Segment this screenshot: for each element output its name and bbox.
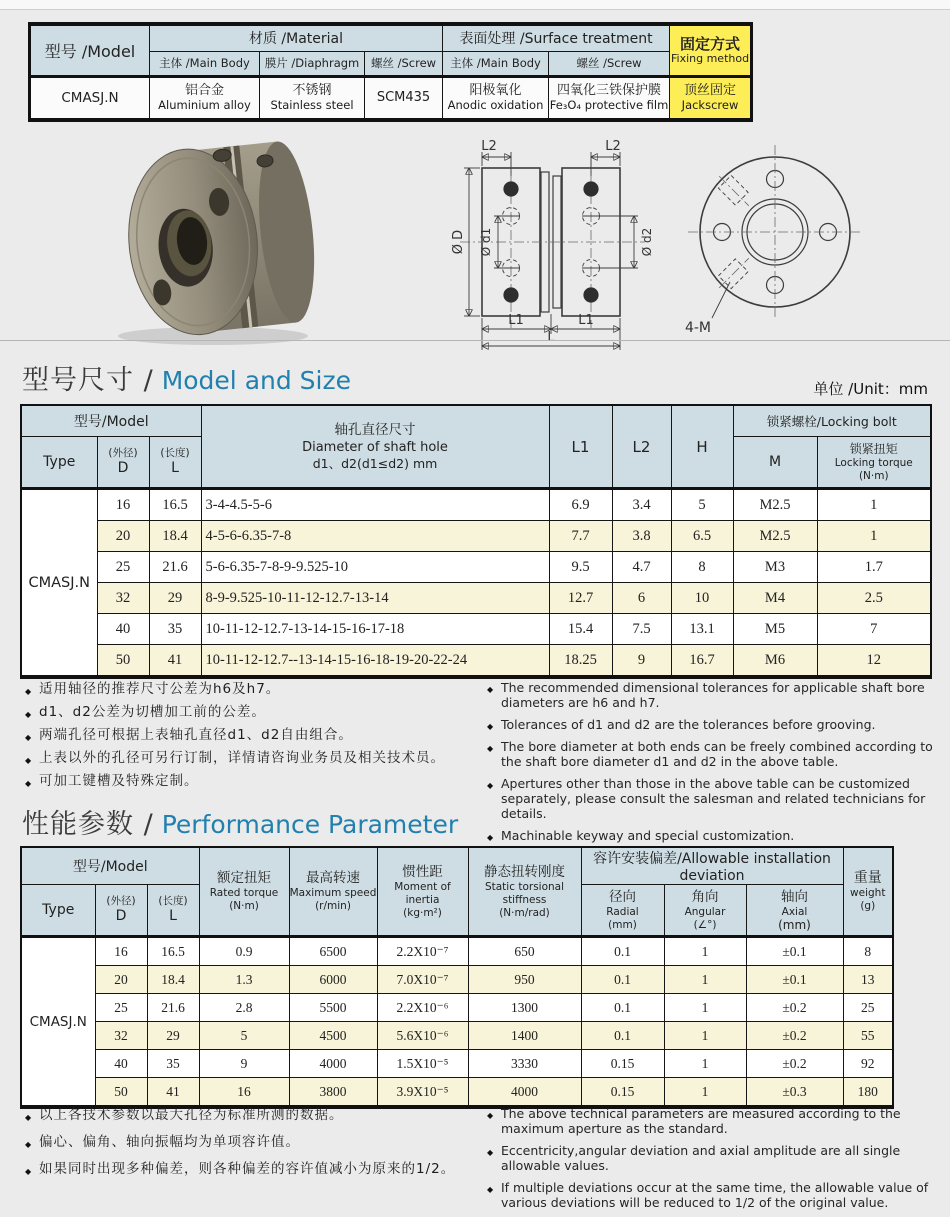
perf-row-40	[21, 1050, 893, 1078]
size-header-l1: L1	[549, 405, 612, 489]
perf-inertia: 3.9X10⁻⁵	[377, 1078, 468, 1108]
d-header: D	[115, 908, 127, 924]
front-view-drawing	[660, 140, 872, 340]
spec-surface-screw-cell	[549, 76, 670, 120]
perf-inertia: 2.2X10⁻⁶	[377, 994, 468, 1022]
perf-header-model: 型号/Model	[21, 847, 199, 885]
size-l: 16.5	[149, 489, 201, 521]
perf-d: 40	[95, 1050, 147, 1078]
perf-weight: 13	[843, 966, 893, 994]
perf-speed: 5500	[289, 994, 377, 1022]
size-l1: 9.5	[549, 552, 612, 583]
perf-torque: 9	[199, 1050, 289, 1078]
perf-d: 50	[95, 1078, 147, 1108]
size-h: 10	[671, 583, 733, 614]
fixing-en: Jackscrew	[681, 98, 739, 112]
perf-header-angular	[664, 885, 746, 937]
perf-radial: 0.1	[581, 1022, 664, 1050]
size-l: 21.6	[149, 552, 201, 583]
shaft-header-cn: 轴孔直径尺寸	[334, 421, 416, 438]
torque-header-en: Locking torque	[834, 456, 913, 469]
size-d: 16	[97, 489, 149, 521]
dim-label-d2: Ø d2	[640, 227, 654, 257]
size-torque: 1.7	[817, 552, 931, 583]
dim-label-l1-right: L1	[578, 313, 594, 328]
perf-weight: 92	[843, 1050, 893, 1078]
size-l2: 6	[612, 583, 671, 614]
perf-notes-en	[487, 1106, 939, 1217]
size-l2: 3.4	[612, 489, 671, 521]
size-d: 40	[97, 614, 149, 645]
size-header-locking-bolt: 锁紧螺栓/Locking bolt	[733, 405, 931, 437]
perf-axial: ±0.1	[746, 966, 843, 994]
torque-header-unit: (N·m)	[858, 469, 889, 482]
dim-label-l1-left: L1	[508, 313, 524, 328]
spec-model-header: 型号 /Model	[30, 24, 150, 76]
size-header-l	[149, 437, 201, 489]
inertia-en: Moment of inertia	[394, 880, 451, 906]
size-m: M2.5	[733, 521, 817, 552]
size-d: 25	[97, 552, 149, 583]
note-item: ◆ 适用轴径的推荐尺寸公差为h6及h7。	[25, 682, 475, 697]
spec-subheader-main-body-1: 主体 /Main Body	[150, 51, 260, 76]
perf-radial: 0.15	[581, 1050, 664, 1078]
size-m: M4	[733, 583, 817, 614]
size-notes-cn	[25, 682, 475, 797]
stiffness-cn: 静态扭转刚度	[484, 863, 565, 880]
size-row-16	[21, 489, 931, 521]
size-l2: 9	[612, 645, 671, 678]
spec-fixing-header	[670, 24, 752, 76]
size-torque: 12	[817, 645, 931, 678]
size-m: M5	[733, 614, 817, 645]
perf-inertia: 7.0X10⁻⁷	[377, 966, 468, 994]
size-d: 20	[97, 521, 149, 552]
size-header-model: 型号/Model	[21, 405, 201, 437]
diaphragm-en: Stainless steel	[270, 98, 354, 112]
perf-header-l	[147, 885, 199, 937]
perf-header-stiffness	[468, 847, 581, 937]
perf-l: 41	[147, 1078, 199, 1108]
note-item: ◆ d1、d2公差为切槽加工前的公差。	[25, 705, 475, 720]
angular-en: Angular	[684, 905, 726, 918]
product-photo	[85, 133, 337, 347]
size-l2: 3.8	[612, 521, 671, 552]
perf-weight: 25	[843, 994, 893, 1022]
dim-label-d1: Ø d1	[479, 227, 493, 257]
perf-weight: 180	[843, 1078, 893, 1108]
dim-label-D: Ø D	[451, 229, 466, 255]
perf-stiffness: 1400	[468, 1022, 581, 1050]
page-top-strip	[0, 0, 950, 10]
size-l2: 4.7	[612, 552, 671, 583]
perf-l: 35	[147, 1050, 199, 1078]
size-h: 16.7	[671, 645, 733, 678]
surface-screw-cn: 四氧化三铁保护膜	[557, 83, 662, 98]
max-speed-en: Maximum speed	[289, 887, 377, 899]
size-d: 50	[97, 645, 149, 678]
performance-table	[20, 846, 894, 1109]
note-item: ◆ Eccentricity,angular deviation and axial amplitude are all single allowable values.	[487, 1143, 939, 1173]
rated-torque-cn: 额定扭矩	[217, 870, 271, 886]
fixing-header-cn: 固定方式	[680, 34, 741, 53]
perf-header-weight	[843, 847, 893, 937]
size-l1: 6.9	[549, 489, 612, 521]
perf-d: 32	[95, 1022, 147, 1050]
size-m: M3	[733, 552, 817, 583]
note-item: ◆ Machinable keyway and special customization.	[487, 828, 939, 843]
spec-surface-main-cell	[443, 76, 549, 120]
size-h: 13.1	[671, 614, 733, 645]
size-header-shaft-hole	[201, 405, 549, 489]
size-l: 35	[149, 614, 201, 645]
perf-header-axial	[746, 885, 843, 937]
torque-header-cn: 锁紧扭矩	[849, 441, 898, 456]
perf-d: 16	[95, 937, 147, 966]
size-title-en: Model and Size	[161, 366, 351, 395]
setscrew-right-bottom	[584, 288, 598, 302]
d-header: D	[117, 460, 129, 476]
max-speed-cn: 最高转速	[306, 870, 360, 886]
note-item: ◆ Apertures other than those in the above table can be customized separately, please consult the salesman and related technicians for details.	[487, 776, 939, 821]
perf-weight: 8	[843, 937, 893, 966]
size-holes: 5-6-6.35-7-8-9-9.525-10	[201, 552, 549, 583]
size-holes: 10-11-12-12.7-13-14-15-16-17-18	[201, 614, 549, 645]
fixing-header-en: Fixing method	[670, 51, 750, 65]
diaphragm-cn: 不锈钢	[292, 83, 332, 98]
setscrew-left-bottom	[504, 288, 518, 302]
perf-angular: 1	[664, 1022, 746, 1050]
perf-speed: 6500	[289, 937, 377, 966]
perf-l: 29	[147, 1022, 199, 1050]
size-holes: 10-11-12-12.7--13-14-15-16-18-19-20-22-24	[201, 645, 549, 678]
size-header-m: M	[733, 437, 817, 489]
note-item: ◆ 以上各技术参数以最大孔径为标准所测的数据。	[25, 1108, 475, 1123]
size-title-cn: 型号尺寸 /	[22, 365, 154, 396]
perf-radial: 0.1	[581, 937, 664, 966]
perf-angular: 1	[664, 966, 746, 994]
perf-axial: ±0.2	[746, 994, 843, 1022]
perf-axial: ±0.3	[746, 1078, 843, 1108]
size-torque: 7	[817, 614, 931, 645]
bolt-leader-line	[712, 282, 730, 318]
size-header-l2: L2	[612, 405, 671, 489]
l-header: L	[171, 460, 179, 476]
weight-en: weight	[850, 887, 886, 899]
perf-torque: 0.9	[199, 937, 289, 966]
perf-stiffness: 1300	[468, 994, 581, 1022]
weight-cn: 重量	[853, 870, 882, 886]
size-l: 18.4	[149, 521, 201, 552]
perf-torque: 5	[199, 1022, 289, 1050]
dim-label-l2-right: L2	[605, 139, 621, 154]
size-header-type: Type	[21, 437, 97, 489]
setscrew-left-top	[504, 182, 518, 196]
perf-header-speed	[289, 847, 377, 937]
shaft-header-en: Diameter of shaft hole	[302, 439, 448, 455]
size-header-torque	[817, 437, 931, 489]
note-item: ◆ 偏心、偏角、轴向振幅均为单项容许值。	[25, 1135, 475, 1150]
section-divider	[0, 340, 950, 341]
spec-model-value: CMASJ.N	[30, 76, 150, 120]
size-d: 32	[97, 583, 149, 614]
size-section-title	[22, 358, 351, 397]
spec-surface-header: 表面处理 /Surface treatment	[443, 24, 670, 51]
l-header-cn: (长度)	[158, 895, 188, 907]
perf-speed: 4500	[289, 1022, 377, 1050]
size-header-d	[97, 437, 149, 489]
spec-subheader-screw-2: 螺丝 /Screw	[549, 51, 670, 76]
spec-subheader-main-body-2: 主体 /Main Body	[443, 51, 549, 76]
unit-label: 单位 /Unit：mm	[813, 380, 928, 398]
rated-torque-unit: (N·m)	[229, 900, 259, 912]
perf-section-title	[22, 802, 458, 841]
note-item: ◆ The recommended dimensional tolerances for applicable shaft bore diameters are h6 and h7.	[487, 680, 939, 710]
spec-subheader-diaphragm: 膜片 /Diaphragm	[260, 51, 365, 76]
spec-fixing-cell	[670, 76, 752, 120]
size-l: 41	[149, 645, 201, 678]
size-l1: 18.25	[549, 645, 612, 678]
spec-material-header: 材质 /Material	[150, 24, 443, 51]
main-body-en: Aluminium alloy	[158, 98, 251, 112]
perf-speed: 6000	[289, 966, 377, 994]
perf-row-16	[21, 937, 893, 966]
note-item: ◆ The bore diameter at both ends can be freely combined according to the shaft bore diameter d1 and d2 in the above table.	[487, 739, 939, 769]
perf-angular: 1	[664, 1078, 746, 1108]
bolt-count-label: 4-M	[684, 320, 712, 336]
perf-header-type: Type	[21, 885, 95, 937]
perf-radial: 0.1	[581, 994, 664, 1022]
perf-torque: 16	[199, 1078, 289, 1108]
spec-diaphragm-cell	[260, 76, 365, 120]
size-l2: 7.5	[612, 614, 671, 645]
d-header-cn: (外径)	[106, 895, 136, 907]
size-type-value: CMASJ.N	[21, 489, 97, 678]
size-holes: 4-5-6-6.35-7-8	[201, 521, 549, 552]
perf-radial: 0.1	[581, 966, 664, 994]
l-header: L	[169, 908, 177, 924]
size-l: 29	[149, 583, 201, 614]
perf-torque: 1.3	[199, 966, 289, 994]
size-row-40	[21, 614, 931, 645]
note-item: ◆ 如果同时出现多种偏差，则各种偏差的容许值减小为原来的1/2。	[25, 1162, 475, 1177]
perf-header-inertia	[377, 847, 468, 937]
surface-main-cn: 阳极氧化	[469, 83, 522, 98]
perf-angular: 1	[664, 1050, 746, 1078]
size-row-32	[21, 583, 931, 614]
note-item: ◆ 可加工键槽及特殊定制。	[25, 774, 475, 789]
angular-cn: 角向	[691, 888, 719, 905]
dim-label-l: L	[547, 330, 555, 345]
perf-axial: ±0.2	[746, 1050, 843, 1078]
axial-unit: (mm)	[778, 917, 811, 932]
perf-stiffness: 3330	[468, 1050, 581, 1078]
size-h: 5	[671, 489, 733, 521]
size-row-20	[21, 521, 931, 552]
axial-en: Axial	[781, 905, 808, 918]
perf-l: 18.4	[147, 966, 199, 994]
setscrew-right-top	[584, 182, 598, 196]
stiffness-en: Static torsional stiffness	[484, 880, 565, 906]
inertia-unit: (kg·m²)	[403, 906, 442, 919]
note-item: ◆ Tolerances of d1 and d2 are the tolerances before grooving.	[487, 717, 939, 732]
main-body-cn: 铝合金	[184, 83, 224, 98]
size-l1: 7.7	[549, 521, 612, 552]
weight-unit: (g)	[860, 900, 876, 912]
axial-cn: 轴向	[781, 888, 808, 905]
size-row-50	[21, 645, 931, 678]
perf-row-50	[21, 1078, 893, 1108]
dim-label-l2-left: L2	[481, 139, 497, 154]
shaft-header-range: d1、d2(d1≤d2) mm	[312, 455, 438, 471]
spec-subheader-screw-1: 螺丝 /Screw	[365, 51, 443, 76]
perf-notes-cn	[25, 1108, 475, 1189]
perf-header-radial	[581, 885, 664, 937]
perf-speed: 3800	[289, 1078, 377, 1108]
l-header-cn: (长度)	[160, 447, 190, 459]
size-h: 8	[671, 552, 733, 583]
size-torque: 2.5	[817, 583, 931, 614]
spec-screw-value: SCM435	[365, 76, 443, 120]
size-l1: 12.7	[549, 583, 612, 614]
surface-screw-en: Fe₃O₄ protective film	[549, 98, 669, 112]
size-header-h: H	[671, 405, 733, 489]
spec-main-body-cell	[150, 76, 260, 120]
perf-stiffness: 4000	[468, 1078, 581, 1108]
model-size-table	[20, 404, 932, 679]
perf-l: 16.5	[147, 937, 199, 966]
perf-d: 20	[95, 966, 147, 994]
size-m: M2.5	[733, 489, 817, 521]
perf-row-25	[21, 994, 893, 1022]
perf-row-20	[21, 966, 893, 994]
perf-header-deviation: 容许安装偏差/Allowable installation deviation	[581, 847, 843, 885]
material-spec-table	[28, 22, 753, 122]
max-speed-unit: (r/min)	[315, 900, 351, 912]
perf-title-cn: 性能参数 /	[22, 809, 154, 840]
note-item: ◆ The above technical parameters are measured according to the maximum aperture as the standard.	[487, 1106, 939, 1136]
size-torque: 1	[817, 521, 931, 552]
size-holes: 8-9-9.525-10-11-12-12.7-13-14	[201, 583, 549, 614]
perf-title-en: Performance Parameter	[161, 810, 459, 839]
perf-type-value: CMASJ.N	[21, 937, 95, 1108]
perf-header-torque	[199, 847, 289, 937]
perf-inertia: 1.5X10⁻⁵	[377, 1050, 468, 1078]
perf-stiffness: 950	[468, 966, 581, 994]
size-notes-en	[487, 680, 939, 850]
perf-header-d	[95, 885, 147, 937]
rated-torque-en: Rated torque	[209, 887, 279, 899]
perf-d: 25	[95, 994, 147, 1022]
size-holes: 3-4-4.5-5-6	[201, 489, 549, 521]
radial-unit: (mm)	[608, 918, 637, 931]
size-m: M6	[733, 645, 817, 678]
perf-l: 21.6	[147, 994, 199, 1022]
angular-unit: (∠°)	[693, 918, 717, 931]
perf-angular: 1	[664, 994, 746, 1022]
size-h: 6.5	[671, 521, 733, 552]
surface-main-en: Anodic oxidation	[447, 98, 544, 112]
stiffness-unit: (N·m/rad)	[499, 906, 550, 919]
note-item: ◆ 上表以外的孔径可另行订制，详情请咨询业务员及相关技术员。	[25, 751, 475, 766]
perf-inertia: 2.2X10⁻⁷	[377, 937, 468, 966]
radial-en: Radial	[606, 905, 639, 918]
size-l1: 15.4	[549, 614, 612, 645]
size-torque: 1	[817, 489, 931, 521]
perf-axial: ±0.1	[746, 937, 843, 966]
radial-cn: 径向	[609, 888, 636, 905]
perf-weight: 55	[843, 1022, 893, 1050]
perf-inertia: 5.6X10⁻⁶	[377, 1022, 468, 1050]
perf-axial: ±0.2	[746, 1022, 843, 1050]
size-row-25	[21, 552, 931, 583]
perf-speed: 4000	[289, 1050, 377, 1078]
perf-torque: 2.8	[199, 994, 289, 1022]
note-item: ◆ 两端孔径可根据上表轴孔直径d1、d2自由组合。	[25, 728, 475, 743]
side-view-drawing	[440, 128, 665, 354]
inertia-cn: 惯性距	[402, 863, 443, 880]
perf-angular: 1	[664, 937, 746, 966]
perf-radial: 0.15	[581, 1078, 664, 1108]
perf-row-32	[21, 1022, 893, 1050]
note-item: ◆ If multiple deviations occur at the same time, the allowable value of various deviations will be reduced to 1/2 of the original value.	[487, 1180, 939, 1210]
perf-stiffness: 650	[468, 937, 581, 966]
fixing-cn: 顶丝固定	[684, 83, 737, 98]
d-header-cn: (外径)	[108, 447, 138, 459]
